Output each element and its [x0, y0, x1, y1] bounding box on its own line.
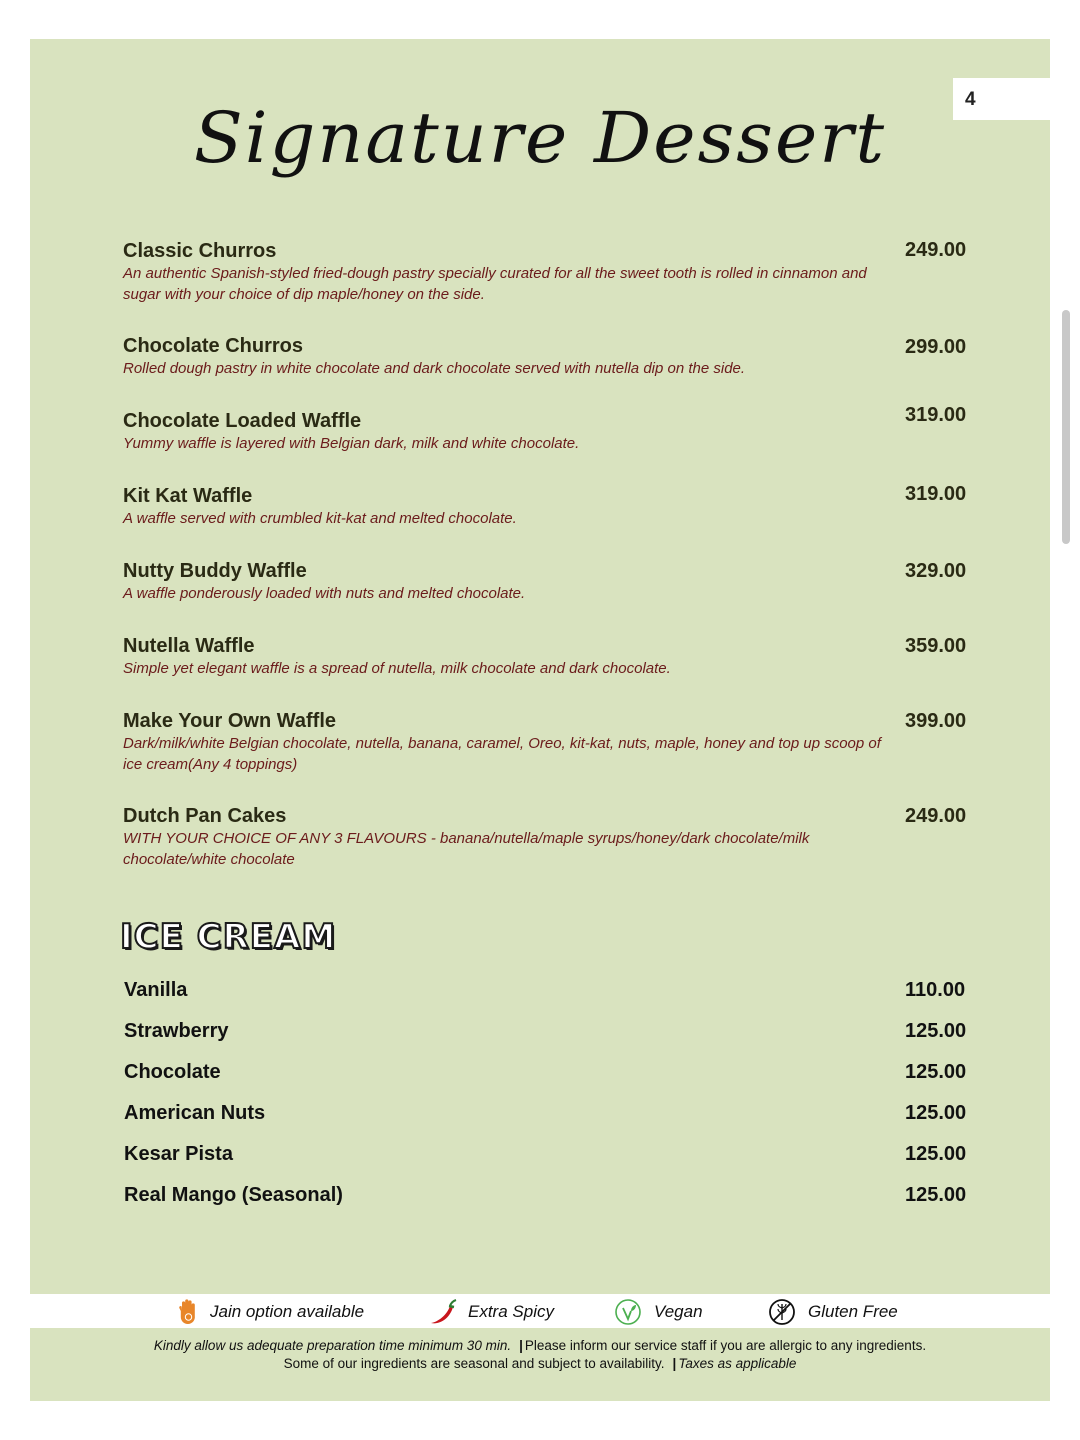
- ice-cream-name: Real Mango (Seasonal): [124, 1184, 343, 1206]
- footer-taxes: Taxes as applicable: [678, 1356, 797, 1371]
- footer-separator: |: [519, 1338, 523, 1353]
- ice-cream-row: [124, 1102, 969, 1125]
- ice-cream-name: Strawberry: [124, 1020, 229, 1042]
- ice-cream-price: 125.00: [905, 1102, 967, 1124]
- footer-prep-time: Kindly allow us adequate preparation time minimum 30 min.: [153, 1338, 512, 1353]
- ice-cream-price: 125.00: [905, 1184, 967, 1206]
- item-price: 249.00: [905, 239, 967, 261]
- item-price: 359.00: [905, 635, 967, 657]
- legend-jain: [178, 1298, 364, 1326]
- legend-spicy: [428, 1298, 554, 1326]
- item-description: Yummy waffle is layered with Belgian dark, milk and white chocolate.: [123, 435, 580, 452]
- item-name: Nutella Waffle: [123, 635, 255, 657]
- legend-gluten: [768, 1298, 898, 1326]
- menu-item: [123, 634, 968, 679]
- ice-cream-row: [124, 1184, 969, 1207]
- menu-item: [123, 559, 968, 604]
- ice-cream-name: Chocolate: [124, 1061, 221, 1083]
- legend-vegan: [614, 1298, 703, 1326]
- ice-cream-row: [124, 1061, 969, 1084]
- ice-cream-heading: ICE CREAM: [120, 917, 337, 957]
- ice-cream-name: Vanilla: [124, 979, 188, 1001]
- item-price: 329.00: [905, 560, 967, 582]
- item-name: Classic Churros: [123, 240, 277, 262]
- item-description: A waffle served with crumbled kit-kat and melted chocolate.: [123, 510, 517, 527]
- item-price: 319.00: [905, 404, 967, 426]
- ice-cream-price: 125.00: [905, 1020, 967, 1042]
- legend-vegan-label: Vegan: [654, 1302, 703, 1321]
- footer-line-2: [30, 1355, 1050, 1373]
- legend-bar: [30, 1294, 1050, 1328]
- footer-note: [30, 1337, 1050, 1373]
- ice-cream-name: American Nuts: [124, 1102, 266, 1124]
- item-price: 249.00: [905, 805, 967, 827]
- item-name: Make Your Own Waffle: [123, 710, 336, 732]
- vegan-leaf-icon: [614, 1298, 644, 1326]
- ice-cream-row: [124, 1143, 969, 1166]
- gluten-free-icon: [768, 1298, 798, 1326]
- ice-cream-price: 125.00: [905, 1061, 967, 1083]
- item-name: Dutch Pan Cakes: [123, 805, 287, 827]
- footer-seasonal: Some of our ingredients are seasonal and subject to availability.: [283, 1356, 665, 1371]
- jain-hand-icon: [178, 1298, 200, 1326]
- legend-gluten-label: Gluten Free: [808, 1302, 898, 1321]
- item-description: Simple yet elegant waffle is a spread of nutella, milk chocolate and dark chocolate.: [123, 660, 671, 677]
- scrollbar-thumb[interactable]: [1062, 310, 1070, 544]
- menu-item: [123, 709, 968, 775]
- item-name: Nutty Buddy Waffle: [123, 560, 307, 582]
- item-description: An authentic Spanish-styled fried-dough pastry specially curated for all the sweet tooth is rolled in cinnamon and sugar with your choice of dip maple/honey on the side.: [123, 265, 867, 303]
- item-name: Kit Kat Waffle: [123, 485, 253, 507]
- menu-item: [123, 239, 968, 305]
- menu-item: [123, 804, 968, 870]
- ice-cream-price: 110.00: [905, 979, 966, 1001]
- ice-cream-price: 125.00: [905, 1143, 967, 1165]
- item-description: A waffle ponderously loaded with nuts and melted chocolate.: [123, 585, 526, 602]
- legend-spicy-label: Extra Spicy: [468, 1302, 554, 1321]
- item-price: 399.00: [905, 710, 967, 732]
- menu-item: [123, 409, 968, 454]
- item-description: Rolled dough pastry in white chocolate and dark chocolate served with nutella dip on the side.: [123, 360, 746, 377]
- menu-page: [30, 39, 1050, 1401]
- item-name: Chocolate Loaded Waffle: [123, 410, 362, 432]
- item-description: WITH YOUR CHOICE OF ANY 3 FLAVOURS - banana/nutella/maple syrups/honey/dark chocolate/milk chocolate/white chocolate: [123, 830, 810, 868]
- footer-allergy: Please inform our service staff if you are allergic to any ingredients.: [524, 1338, 927, 1353]
- footer-line-1: [30, 1337, 1050, 1355]
- footer-separator: |: [672, 1356, 677, 1371]
- page-number: 4: [965, 89, 976, 110]
- menu-item: [123, 334, 968, 379]
- item-price: 319.00: [905, 483, 967, 505]
- ice-cream-row: [124, 1020, 969, 1043]
- chili-pepper-icon: [428, 1298, 458, 1326]
- page-title: Signature Dessert: [193, 97, 887, 179]
- ice-cream-row: [124, 979, 969, 1002]
- item-price: 299.00: [905, 336, 967, 358]
- item-description: Dark/milk/white Belgian chocolate, nutella, banana, caramel, Oreo, kit-kat, nuts, maple, honey and top up scoop of ice cream(Any 4 toppings): [123, 735, 881, 773]
- item-name: Chocolate Churros: [123, 335, 304, 357]
- legend-jain-label: Jain option available: [210, 1302, 365, 1321]
- menu-item: [123, 484, 968, 529]
- ice-cream-name: Kesar Pista: [124, 1143, 233, 1165]
